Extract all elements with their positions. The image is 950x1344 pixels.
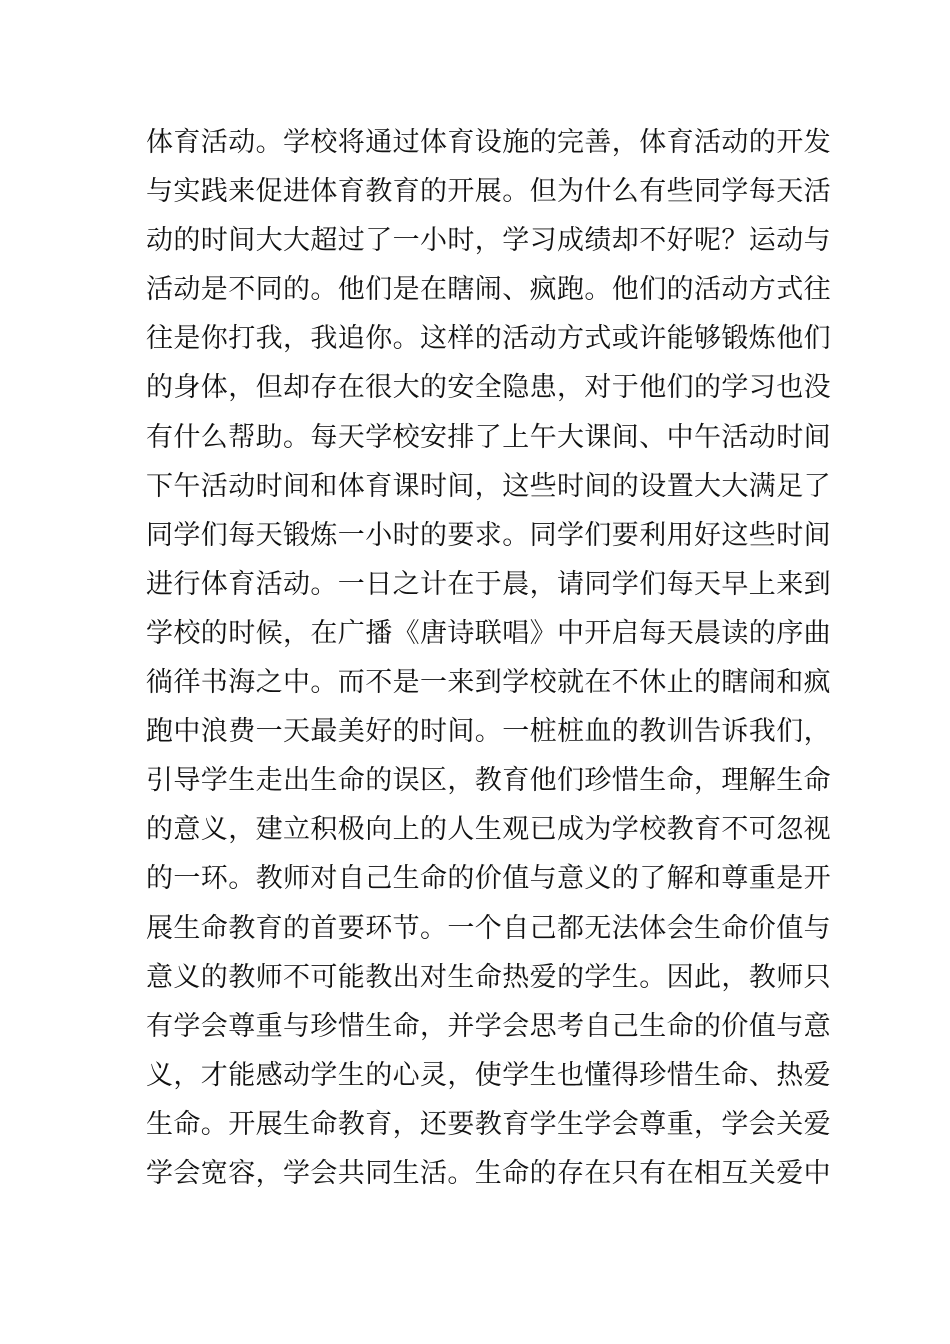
text-line: 生命。开展生命教育，还要教育学生学会尊重，学会关爱: [146, 1108, 831, 1140]
text-line: 往是你打我，我追你。这样的活动方式或许能够锻炼他们: [146, 323, 831, 355]
text-line: 与实践来促进体育教育的开展。但为什么有些同学每天活: [146, 176, 831, 208]
text-line: 学会宽容，学会共同生活。生命的存在只有在相互关爱中: [146, 1157, 831, 1189]
text-line: 有学会尊重与珍惜生命，并学会思考自己生命的价值与意: [146, 1010, 831, 1042]
text-line: 的一环。教师对自己生命的价值与意义的了解和尊重是开: [146, 863, 831, 895]
text-line: 下午活动时间和体育课时间，这些时间的设置大大满足了: [146, 470, 831, 502]
text-line: 学校的时候，在广播《唐诗联唱》中开启每天晨读的序曲: [146, 617, 831, 649]
text-line: 体育活动。学校将通过体育设施的完善，体育活动的开发: [146, 127, 831, 158]
text-line: 有什么帮助。每天学校安排了上午大课间、中午活动时间: [146, 421, 831, 453]
text-line: 动的时间大大超过了一小时，学习成绩却不好呢？运动与: [146, 225, 831, 257]
text-line: 义，才能感动学生的心灵，使学生也懂得珍惜生命、热爱: [146, 1059, 831, 1091]
text-line: 进行体育活动。一日之计在于晨，请同学们每天早上来到: [146, 568, 831, 600]
text-line: 引导学生走出生命的误区，教育他们珍惜生命，理解生命: [146, 765, 831, 797]
text-line: 意义的教师不可能教出对生命热爱的学生。因此，教师只: [146, 961, 831, 993]
text-line: 的身体，但却存在很大的安全隐患，对于他们的学习也没: [146, 372, 831, 404]
text-line: 展生命教育的首要环节。一个自己都无法体会生命价值与: [146, 912, 831, 944]
text-line: 跑中浪费一天最美好的时间。一桩桩血的教训告诉我们，: [146, 716, 831, 748]
body-paragraph: [146, 118, 831, 1198]
text-line: 徜徉书海之中。而不是一来到学校就在不休止的瞎闹和疯: [146, 667, 831, 699]
text-line: 的意义，建立积极向上的人生观已成为学校教育不可忽视: [146, 814, 831, 846]
text-line: 活动是不同的。他们是在瞎闹、疯跑。他们的活动方式往: [146, 274, 831, 306]
text-line: 同学们每天锻炼一小时的要求。同学们要利用好这些时间: [146, 519, 831, 551]
